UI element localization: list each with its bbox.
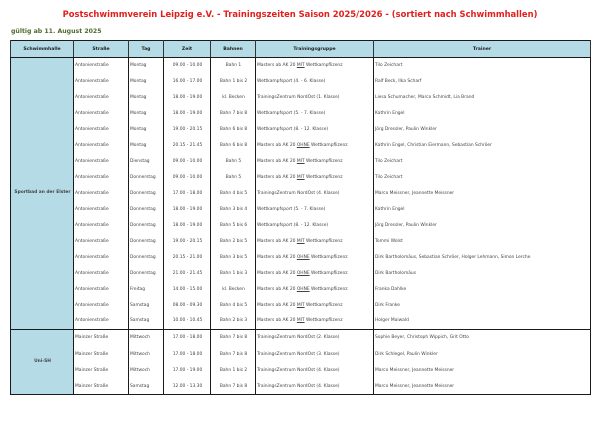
cell-trainingsgruppe [256, 233, 374, 249]
table-row [11, 217, 591, 233]
col-header-trainingsgruppe: Trainingsgruppe [256, 41, 374, 58]
license-flag: OHNE [296, 143, 310, 149]
group-text: TrainingsZentrum NordOst (4. Klasse) [257, 383, 340, 389]
cell-trainingsgruppe [256, 122, 374, 138]
cell-bahnen: Bahn 6 bis 8 [211, 122, 256, 138]
license-flag: OHNE [296, 286, 310, 292]
cell-trainingsgruppe [256, 58, 374, 74]
cell-tag: Samstag [129, 297, 164, 313]
cell-strasse: Antonienstraße [74, 90, 129, 106]
cell-bahnen: Bahn 5 [211, 170, 256, 186]
schedule-table [10, 40, 591, 395]
table-row [11, 329, 591, 346]
cell-zeit: 19.00 - 20.15 [164, 233, 211, 249]
group-text: Wettkampflizenz [304, 302, 343, 308]
cell-strasse: Mainzer Straße [74, 362, 129, 378]
cell-trainer: Jörg Dressler, Paulin Winkler [374, 217, 591, 233]
cell-trainingsgruppe [256, 170, 374, 186]
cell-trainer: Kathrin Engel [374, 201, 591, 217]
cell-tag: Samstag [129, 378, 164, 395]
group-text: Masters ab AK 20 [257, 302, 297, 308]
col-header-tag: Tag [129, 41, 164, 58]
cell-trainer: Dirk Bartholomäus [374, 265, 591, 281]
cell-zeit: 08.00 - 09.30 [164, 297, 211, 313]
cell-tag: Montag [129, 122, 164, 138]
group-text: Wettkampflizenz [304, 159, 343, 165]
cell-strasse: Antonienstraße [74, 297, 129, 313]
cell-zeit: 09.00 - 10.00 [164, 170, 211, 186]
cell-zeit: 17.00 - 19.00 [164, 362, 211, 378]
cell-strasse: Antonienstraße [74, 313, 129, 329]
cell-tag: Montag [129, 106, 164, 122]
group-text: Masters ab AK 20 [257, 318, 297, 324]
cell-zeit: 16.00 - 17.00 [164, 74, 211, 90]
group-text: Wettkampflizenz [304, 318, 343, 324]
cell-bahnen: Bahn 5 [211, 154, 256, 170]
group-text: Masters ab AK 20 [257, 238, 297, 244]
group-text: Wettkampflizenz [309, 143, 348, 149]
group-text: Masters ab AK 20 [257, 63, 297, 69]
cell-trainer: Marco Meissner, Jeannette Meissner [374, 186, 591, 202]
group-text: TrainingsZentrum NordOst (3. Klasse) [257, 351, 340, 357]
page-title: Postschwimmverein Leipzig e.V. - Trainingszeiten Saison 2025/2026 - (sortiert nach Schwimmhallen) [62, 9, 538, 19]
cell-bahnen: kl. Becken [211, 90, 256, 106]
cell-trainingsgruppe [256, 378, 374, 395]
cell-trainingsgruppe [256, 362, 374, 378]
table-row [11, 201, 591, 217]
cell-zeit: 20.15 - 21.00 [164, 249, 211, 265]
cell-bahnen: Bahn 1 bis 3 [211, 265, 256, 281]
group-text: Masters ab AK 20 [257, 175, 297, 181]
license-flag: MIT [296, 159, 305, 165]
cell-bahnen: Bahn 3 bis 5 [211, 249, 256, 265]
cell-trainingsgruppe [256, 346, 374, 362]
cell-strasse: Antonienstraße [74, 58, 129, 74]
cell-trainer: Kathrin Engel, Christian Eiermann, Sebastian Schröer [374, 138, 591, 154]
cell-trainingsgruppe [256, 186, 374, 202]
license-flag: OHNE [296, 270, 310, 276]
cell-tag: Donnerstag [129, 249, 164, 265]
cell-trainer: Marco Meissner, Jeannette Meissner [374, 362, 591, 378]
col-header-schwimmhalle: Schwimmhalle [11, 41, 74, 58]
cell-trainer: Liesa Schumacher, Marco Schmidt, Lia Brand [374, 90, 591, 106]
cell-trainer: Franka Dahlke [374, 281, 591, 297]
group-text: Masters ab AK 20 [257, 143, 297, 149]
cell-tag: Samstag [129, 313, 164, 329]
license-flag: MIT [296, 302, 305, 308]
cell-zeit: 09.00 - 10.00 [164, 154, 211, 170]
cell-zeit: 12.00 - 13.30 [164, 378, 211, 395]
cell-strasse: Antonienstraße [74, 106, 129, 122]
cell-tag: Mittwoch [129, 362, 164, 378]
cell-zeit: 09.00 - 10.00 [164, 58, 211, 74]
group-text: Wettkampfsport (5. - 7. Klasse) [257, 111, 326, 117]
group-text: Wettkampflizenz [304, 238, 343, 244]
table-row [11, 58, 591, 74]
cell-tag: Donnerstag [129, 186, 164, 202]
table-row [11, 281, 591, 297]
cell-bahnen: Bahn 4 bis 5 [211, 297, 256, 313]
col-header-trainer: Trainer [374, 41, 591, 58]
cell-trainingsgruppe [256, 106, 374, 122]
cell-zeit: 18.00 - 19.00 [164, 106, 211, 122]
cell-zeit: 18.00 - 19.00 [164, 201, 211, 217]
cell-trainingsgruppe [256, 281, 374, 297]
hall-name: Uni-SH [11, 329, 74, 394]
license-flag: MIT [296, 318, 305, 324]
cell-bahnen: Bahn 1 bis 2 [211, 74, 256, 90]
cell-trainer: Marco Meissner, Jeannette Meissner [374, 378, 591, 395]
cell-tag: Dienstag [129, 154, 164, 170]
cell-strasse: Antonienstraße [74, 281, 129, 297]
cell-zeit: 17.00 - 18.00 [164, 329, 211, 346]
cell-trainingsgruppe [256, 329, 374, 346]
license-flag: MIT [296, 238, 305, 244]
cell-bahnen: Bahn 7 bis 8 [211, 378, 256, 395]
validity-date: gültig ab 11. August 2025 [11, 28, 102, 35]
group-text: Wettkampflizenz [309, 286, 348, 292]
cell-trainer: Tilo Zeichart [374, 58, 591, 74]
cell-strasse: Antonienstraße [74, 233, 129, 249]
cell-trainer: Tilo Zeichart [374, 170, 591, 186]
cell-tag: Mittwoch [129, 346, 164, 362]
table-row [11, 313, 591, 329]
table-row [11, 249, 591, 265]
cell-trainingsgruppe [256, 138, 374, 154]
group-text: TrainingsZentrum NordOst (2. Klasse) [257, 335, 340, 341]
group-text: TrainingsZentrum NordOst (4. Klasse) [257, 367, 340, 373]
cell-bahnen: Bahn 1 [211, 58, 256, 74]
col-header-strasse: Straße [74, 41, 129, 58]
cell-bahnen: Bahn 6 bis 8 [211, 138, 256, 154]
cell-strasse: Antonienstraße [74, 201, 129, 217]
license-flag: OHNE [296, 254, 310, 260]
group-text: Wettkampflizenz [309, 254, 348, 260]
cell-zeit: 17.00 - 18.00 [164, 186, 211, 202]
group-text: Wettkampflizenz [304, 63, 343, 69]
table-row [11, 233, 591, 249]
cell-trainingsgruppe [256, 154, 374, 170]
hall-name: Sportbad an der Elster [11, 58, 74, 330]
cell-trainer: Ralf Beck, Ilka Scharf [374, 74, 591, 90]
cell-strasse: Mainzer Straße [74, 329, 129, 346]
cell-trainer: Dirk Bartholomäus, Sebastian Schröer, Holger Lehmann, Simon Lerche [374, 249, 591, 265]
cell-tag: Donnerstag [129, 233, 164, 249]
cell-trainingsgruppe [256, 297, 374, 313]
cell-trainer: Jörg Dressler, Paulin Winkler [374, 122, 591, 138]
cell-bahnen: Bahn 4 bis 5 [211, 186, 256, 202]
cell-tag: Freitag [129, 281, 164, 297]
group-text: TrainingsZentrum NordOst (1. Klasse) [257, 95, 340, 101]
cell-tag: Donnerstag [129, 201, 164, 217]
table-row [11, 346, 591, 362]
col-header-zeit: Zeit [164, 41, 211, 58]
group-text: Wettkampfsport (4. - 6. Klasse) [257, 79, 326, 85]
cell-bahnen: Bahn 5 bis 6 [211, 217, 256, 233]
table-row [11, 90, 591, 106]
cell-zeit: 18.00 - 19.00 [164, 90, 211, 106]
cell-strasse: Antonienstraße [74, 122, 129, 138]
cell-strasse: Antonienstraße [74, 217, 129, 233]
license-flag: MIT [296, 63, 305, 69]
cell-trainer: Kathrin Engel [374, 106, 591, 122]
group-text: Wettkampflizenz [309, 270, 348, 276]
cell-trainingsgruppe [256, 249, 374, 265]
table-row [11, 106, 591, 122]
group-text: Masters ab AK 20 [257, 159, 297, 165]
table-row [11, 186, 591, 202]
table-row [11, 362, 591, 378]
cell-strasse: Mainzer Straße [74, 346, 129, 362]
cell-strasse: Antonienstraße [74, 265, 129, 281]
cell-trainingsgruppe [256, 217, 374, 233]
group-text: TrainingsZentrum NordOst (4. Klasse) [257, 190, 340, 196]
cell-trainer: Dirk Franke [374, 297, 591, 313]
cell-bahnen: Bahn 7 bis 8 [211, 106, 256, 122]
cell-bahnen: Bahn 7 bis 8 [211, 346, 256, 362]
cell-zeit: 18.00 - 19.00 [164, 217, 211, 233]
table-row [11, 170, 591, 186]
cell-bahnen: Bahn 7 bis 8 [211, 329, 256, 346]
cell-trainer: Sophie Beyer, Christoph Wippich, Grit Otto [374, 329, 591, 346]
cell-strasse: Antonienstraße [74, 170, 129, 186]
cell-strasse: Antonienstraße [74, 249, 129, 265]
cell-tag: Donnerstag [129, 217, 164, 233]
cell-strasse: Antonienstraße [74, 74, 129, 90]
cell-zeit: 19.00 - 20.15 [164, 122, 211, 138]
cell-zeit: 21.00 - 21.45 [164, 265, 211, 281]
table-row [11, 265, 591, 281]
cell-bahnen: Bahn 1 bis 2 [211, 362, 256, 378]
cell-tag: Montag [129, 74, 164, 90]
cell-strasse: Antonienstraße [74, 154, 129, 170]
cell-strasse: Mainzer Straße [74, 378, 129, 395]
cell-trainer: Holger Maiwald [374, 313, 591, 329]
group-text: Wettkampflizenz [304, 175, 343, 181]
cell-tag: Montag [129, 90, 164, 106]
group-text: Wettkampfsport (5. - 7. Klasse) [257, 206, 326, 212]
group-text: Masters ab AK 20 [257, 254, 297, 260]
cell-tag: Mittwoch [129, 329, 164, 346]
header-row [11, 41, 591, 58]
cell-trainingsgruppe [256, 201, 374, 217]
cell-bahnen: Bahn 2 bis 3 [211, 313, 256, 329]
table-row [11, 122, 591, 138]
cell-trainingsgruppe [256, 90, 374, 106]
col-header-bahnen: Bahnen [211, 41, 256, 58]
table-row [11, 378, 591, 395]
cell-bahnen: kl. Becken [211, 281, 256, 297]
group-text: Wettkampfsport (8. - 12. Klasse) [257, 127, 329, 133]
cell-trainer: Tilo Zeichart [374, 154, 591, 170]
cell-zeit: 17.00 - 18.00 [164, 346, 211, 362]
cell-bahnen: Bahn 3 bis 4 [211, 201, 256, 217]
cell-zeit: 20.15 - 21.45 [164, 138, 211, 154]
cell-bahnen: Bahn 2 bis 5 [211, 233, 256, 249]
cell-strasse: Antonienstraße [74, 186, 129, 202]
cell-tag: Montag [129, 58, 164, 74]
cell-strasse: Antonienstraße [74, 138, 129, 154]
cell-trainer: Dirk Schlegel, Paulin Winkler [374, 346, 591, 362]
cell-trainingsgruppe [256, 265, 374, 281]
cell-tag: Donnerstag [129, 170, 164, 186]
group-text: Masters ab AK 20 [257, 286, 297, 292]
table-row [11, 138, 591, 154]
cell-zeit: 10.00 - 10.45 [164, 313, 211, 329]
license-flag: MIT [296, 175, 305, 181]
cell-trainingsgruppe [256, 313, 374, 329]
cell-trainer: Tommi Wolst [374, 233, 591, 249]
cell-trainingsgruppe [256, 74, 374, 90]
table-row [11, 297, 591, 313]
table-row [11, 74, 591, 90]
group-text: Wettkampfsport (8. - 12. Klasse) [257, 222, 329, 228]
cell-zeit: 14.00 - 15.00 [164, 281, 211, 297]
group-text: Masters ab AK 20 [257, 270, 297, 276]
table-row [11, 154, 591, 170]
cell-tag: Montag [129, 138, 164, 154]
cell-tag: Donnerstag [129, 265, 164, 281]
